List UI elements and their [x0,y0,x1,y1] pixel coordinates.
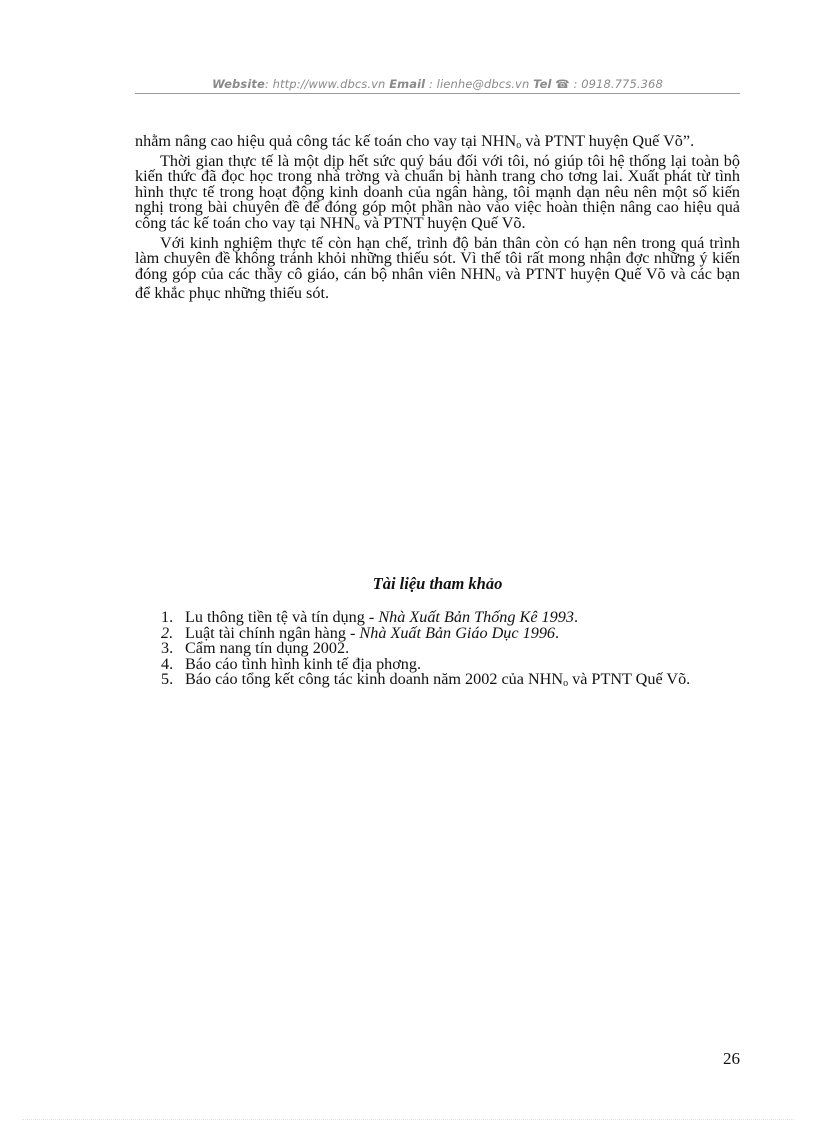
reference-publisher: Nhà Xuất Bản Thống Kê 1993 [378,608,574,626]
body-text [135,134,740,302]
reference-text: Báo cáo tổng kết công tác kinh doanh năm 2002 của NHN [185,670,564,689]
reference-tail: và PTNT Quế Võ. [568,670,691,689]
paragraph-1-text: nhằm nâng cao hiệu quả công tác kế toán cho vay tại NHN [135,132,517,150]
page-number: 26 [723,1049,740,1068]
paragraph-2 [135,151,740,236]
footer-dotted-line [22,1119,794,1120]
page-header [135,77,740,93]
email-label: Email [389,77,426,91]
subscript-o: o [495,272,501,284]
reference-number: 5. [161,670,174,689]
subscript-o: o [563,678,569,690]
paragraph-1-tail: và PTNT huyện Quế Võ”. [521,132,695,150]
tel-value: ☎ : 0918.775.368 [551,77,663,91]
paragraph-3-text: Với kinh nghiệm thực tế còn hạn chế, trình độ bản thân còn có hạn nên trong quá trình làm chuyên đề không tránh khỏi những thiếu sót. Vì thế tôi rất mong nhận đợc những ý kiến đóng góp của các thầy cô giáo, cán bộ nhân viên NHN [135,233,740,283]
email-value: : lienhe@dbcs.vn [425,77,534,91]
reference-number: 1. [161,608,174,626]
header-divider [135,93,740,94]
subscript-o: o [516,140,522,151]
website-value: : http://www.dbcs.vn [264,77,390,91]
reference-number: 4. [161,654,174,673]
paragraph-2-tail: và PTNT huyện Quế Võ. [359,213,526,232]
reference-publisher: Nhà Xuất Bản Giáo Dục 1996 [359,623,556,642]
reference-number: 2. [161,623,174,642]
reference-text: Luật tài chính ngân hàng - [185,623,360,642]
reference-tail: . [555,623,560,642]
paragraph-2-text: Thời gian thực tế là một dịp hết sức quý báu đối với tôi, nó giúp tôi hệ thống lại toàn bộ kiến thức đã đọc học trong nhà trờng và chuẩn bị hành trang cho tơng lai. Xuất phát từ tình hình thực tế trong hoạt động kinh doanh của ngân hàng, tôi mạnh dạn nêu nên một số kiến nghị trong bài chuyên đề để đóng góp một phần nào vào việc hoàn thiện nâng cao hiệu quả công tác kế toán cho vay tại NHN [135,151,740,232]
paragraph-3 [135,233,740,303]
paragraph-3-tail: và PTNT huyện Quế Võ và các bạn để khắc phục những thiếu sót. [135,264,740,303]
tel-label: Tel [533,77,552,91]
website-label: Website [212,77,265,91]
subscript-o: o [354,221,360,233]
reference-number: 3. [161,639,174,658]
reference-tail: . [573,608,578,626]
reference-text: Cẩm nang tín dụng 2002. [185,639,350,658]
references-list [135,610,740,692]
reference-text: Lu thông tiền tệ và tín dụng - [185,608,379,626]
reference-item [135,672,740,692]
references-title: Tài liệu tham khảo [372,574,503,593]
reference-text: Báo cáo tình hình kinh tế địa phơng. [185,654,422,673]
